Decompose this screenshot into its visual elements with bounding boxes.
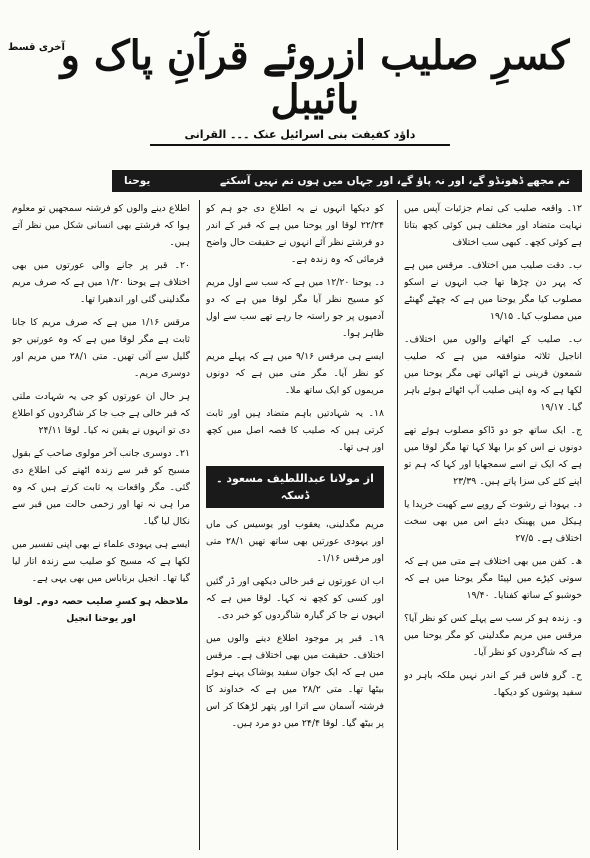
paragraph: مرقس ۱/۱۶ میں ہے کہ صرف مریم کا جانا ثابت ہے مگر لوقا میں ہے کہ وہ عورتیں جو گلیل سے آئی تھیں۔ متی ۲۸/۱ میں مریم اور دوسری مریم۔ — [12, 317, 190, 379]
paragraph: د۔ یوحنا ۱۲/۲۰ میں ہے کہ سب سے اول مریم کو مسیح نظر آیا مگر لوقا میں ہے کہ دو آدمیوں پر جو راستہ جا رہے تھے سب سے اول ظاہر ہوا۔ — [206, 277, 384, 339]
paragraph: ۱۲۔ واقعہ صلیب کی تمام جزئیات آپس میں نہایت متضاد اور مختلف ہیں کوئی کچھ بتاتا ہے کوئی کچھ۔ کبھی سب اختلاف — [404, 203, 582, 248]
paragraph: ایسے ہی مرقس ۹/۱۶ میں ہے کہ پہلے مریم کو نظر آیا۔ مگر متی میں ہے کہ دونوں مریموں کو ایک ساتھ ملا۔ — [206, 351, 384, 396]
installment-marker: آخری قسط — [8, 42, 65, 53]
paragraph: کو دیکھا انہوں نے یہ اطلاع دی جو ہم کو ۲۲/۲۴ لوقا اور یوحنا میں ہے کہ قبر کے اندر دو فرشتے نظر آئے انہوں نے حقیقت حال واضح فرمائی کہ وہ زندہ ہے۔ — [206, 203, 384, 265]
author-box: از مولانا عبداللطیف مسعود ۔ ڈسکہ — [206, 466, 384, 508]
paragraph: ۱۹۔ قبر پر موجود اطلاع دینے والوں میں اختلاف۔ حقیقت میں بھی اختلاف ہے۔ مرقس میں ہے کہ ایک جوان سفید پوشاک پہنے ہوئے بیٹھا تھا۔ متی ۲۸/۲ میں ہے کہ خداوند کا فرشتہ آسمان سے اترا اور پتھر لڑھکا کر اس پر بیٹھ گیا۔ لوقا ۲۴/۴ میں دو مرد ہیں۔ — [206, 633, 384, 729]
paragraph: ب۔ صلیب کے اٹھانے والوں میں اختلاف۔ اناجیل ثلاثہ متوافقہ میں ہے کہ صلیب شمعون قرینی نے اٹھائی تھی مگر یوحنا میں لکھا ہے کہ وہ اپنی صلیب آپ اٹھائے ہوئے باہر گیا۔ ۱۹/۱۷ — [404, 334, 582, 413]
paragraph: ۲۰۔ قبر پر جانے والی عورتوں میں بھی اختلاف ہے یوحنا ۱/۲۰ میں ہے کہ صرف مریم مگدلینی گئی اور اندھیرا تھا۔ — [12, 260, 190, 305]
paragraph: ۲۱۔ دوسری جانب آخر مولوی صاحب کے بقول مسیح کو قبر سے زندہ اٹھنے کی اطلاع دی گئی۔ مگر واقعات یہ ثابت کرتے ہیں کہ وہ مرا ہی نہ تھا اور زخمی حالت میں قبر سے نکال لیا گیا۔ — [12, 448, 190, 527]
paragraph: ایسے ہی یہودی علماء نے بھی اپنی تفسیر میں لکھا ہے کہ مسیح کو صلیب سے زندہ اتار لیا گیا تھا۔ انجیل برناباس میں بھی یہی ہے۔ — [12, 539, 190, 584]
column-middle — [206, 200, 384, 850]
verse-banner — [112, 170, 582, 192]
column-divider — [397, 200, 398, 850]
byline: داؤد کفیفت بنی اسرائیل عنک ۔۔۔ القرانی — [150, 128, 450, 146]
paragraph: ب۔ دقت صلیب میں اختلاف۔ مرقس میں ہے کہ پہر دن چڑھا تھا جب انہوں نے اسکو مصلوب کیا مگر یوحنا میں ہے کہ چھٹے گھنٹے میں مصلوب کیا۔ ۱۹/۱۵ — [404, 260, 582, 322]
footer-note: ملاحظہ ہو کسرِ صلیب حصہ دوم۔ لوقا اور یوحنا انجیل — [13, 596, 189, 624]
paragraph: ھ۔ کفن میں بھی اختلاف ہے متی میں ہے کہ سوتی کپڑے میں لپیٹا مگر یوحنا میں ہے کہ خوشبو کے ساتھ کفنایا۔ ۱۹/۴۰ — [404, 556, 582, 601]
paragraph: ح۔ گرو فاس قبر کے اندر نہیں ملکہ باہر دو سفید پوشوں کو دیکھا۔ — [404, 670, 582, 698]
paragraph: ۱۸۔ یہ شہادتیں باہم متضاد ہیں اور ثابت کرتی ہیں کہ صلیب کا قصہ اصل میں کچھ اور ہی تھا۔ — [206, 408, 384, 453]
article-header — [0, 0, 590, 170]
paragraph: اطلاع دینے والوں کو فرشتہ سمجھیں تو معلوم ہوا کہ فرشتے بھی انسانی شکل میں نظر آتے ہیں۔ — [12, 203, 190, 248]
article-title: کسرِ صلیب ازروئے قرآنِ پاک و بائیبل — [60, 32, 570, 123]
column-divider — [199, 200, 200, 850]
paragraph: اب ان عورتوں نے قبر خالی دیکھی اور ڈر گئیں اور کسی کو کچھ نہ کہا۔ لوقا میں ہے کہ انہوں نے جا کر گیارہ شاگردوں کو خبر دی۔ — [206, 576, 384, 621]
paragraph: ہر حال ان عورتوں کو جی یہ شہادت ملتی کہ قبر خالی ہے جب جا کر شاگردوں کو اطلاع دی تو انہوں نے یقین نہ کیا۔ لوقا ۲۴/۱۱ — [12, 391, 190, 436]
column-left — [12, 200, 190, 850]
column-right — [404, 200, 582, 850]
paragraph: و۔ زندہ ہو کر سب سے پہلے کس کو نظر آیا؟ مرقس میں مریم مگدلینی کو مگر یوحنا میں ہے کہ شاگردوں کو نظر آیا۔ — [404, 613, 582, 658]
paragraph: د۔ یہودا نے رشوت کے روپے سے کھیت خریدا یا ہیکل میں پھینک دیئے اس میں بھی سخت اختلاف ہے۔ ۲۷/۵ — [404, 499, 582, 544]
verse-reference: یوحنا — [124, 175, 151, 187]
verse-text: تم مجھے ڈھونڈو گے، اور نہ پاؤ گے، اور جہاں میں ہوں تم نہیں آسکتے — [220, 175, 570, 187]
paragraph: مریم مگدلینی، یعقوب اور یوسیس کی ماں اور یہودی عورتیں بھی ساتھ تھیں ۲۸/۱ متی اور مرقس ۱/۱۶۔ — [206, 519, 384, 564]
paragraph: ج۔ ایک ساتھ جو دو ڈاکو مصلوب ہوئے تھے دونوں نے اس کو برا بھلا کہا تھا مگر لوقا میں ہے کہ ایک نے اسے سمجھایا اور کہا کہ ہم تو اپنے کئے کی سزا پاتے ہیں۔ ۲۳/۳۹ — [404, 425, 582, 487]
